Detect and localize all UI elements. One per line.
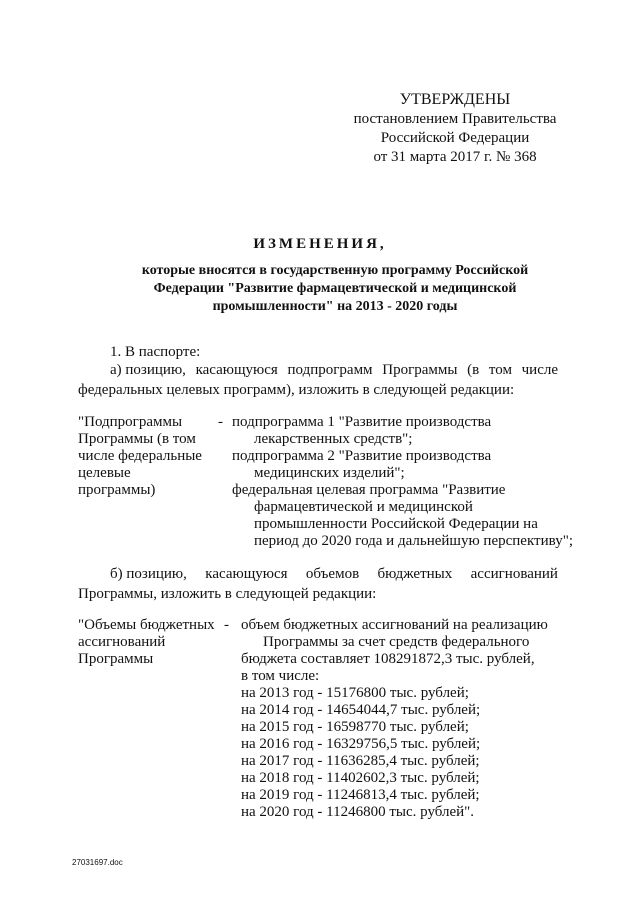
item-a-line-2: федеральных целевых программ), изложить в следующей редакции: <box>78 382 515 398</box>
table-a-left-line: числе федеральные <box>78 448 202 464</box>
approval-title: УТВЕРЖДЕНЫ <box>399 91 511 108</box>
subtitle-line-2: Федерации "Развитие фармацевтической и медицинской <box>153 281 517 296</box>
item-a-word: числе <box>521 362 558 378</box>
approval-line-2: Российской Федерации <box>380 130 530 146</box>
item-a-word: а) позицию, <box>110 362 186 378</box>
item-a-word: Программы <box>382 362 458 378</box>
table-a-left-cell <box>78 414 202 499</box>
item-b-word: б) позицию, <box>110 566 187 582</box>
table-b-dash: - <box>224 617 229 633</box>
table-a-left-line: Программы (в том <box>78 431 196 447</box>
footer-filename: 27031697.doc <box>72 858 123 867</box>
item-b-line-2: Программы, изложить в следующей редакции: <box>78 586 377 602</box>
item-a-word: том <box>488 362 512 378</box>
table-a-right-line: медицинских изделий"; <box>254 465 405 481</box>
approval-line-1: постановлением Правительства <box>353 111 557 127</box>
table-b-right-cell <box>241 617 548 821</box>
table-b-right-line: объем бюджетных ассигнований на реализацию <box>241 617 548 633</box>
table-a-left-line: "Подпрограммы <box>78 414 183 430</box>
item-b-word: касающуюся <box>205 566 288 582</box>
table-b-right-line: на 2013 год - 15176800 тыс. рублей; <box>241 685 469 701</box>
table-b-right-line: Программы за счет средств федерального <box>263 634 530 650</box>
subtitle-line-3: промышленности" на 2013 - 2020 годы <box>212 299 458 314</box>
table-b-left-cell <box>78 617 215 668</box>
approval-line-3: от 31 марта 2017 г. № 368 <box>373 149 537 165</box>
item-a-word: подпрограмм <box>287 362 373 378</box>
item-a-word: (в <box>467 362 480 378</box>
item-a-line-1 <box>110 362 558 379</box>
section-1-heading: 1. В паспорте: <box>110 344 201 360</box>
table-b-left-line: "Объемы бюджетных <box>78 617 215 633</box>
table-b-right-line: на 2015 год - 16598770 тыс. рублей; <box>241 719 469 735</box>
table-b-left-line: ассигнований <box>78 634 166 650</box>
table-b-left-line: Программы <box>78 651 154 667</box>
table-b-right-line: в том числе: <box>241 668 320 684</box>
table-a-left-line: программы) <box>78 482 156 498</box>
item-a-word: касающуюся <box>195 362 278 378</box>
table-b-right-line: на 2014 год - 14654044,7 тыс. рублей; <box>241 702 481 718</box>
table-b-right-line: на 2018 год - 11402602,3 тыс. рублей; <box>241 770 480 786</box>
item-b-line-1 <box>110 566 558 583</box>
table-b-right-line: на 2019 год - 11246813,4 тыс. рублей; <box>241 787 480 803</box>
table-a-right-line: период до 2020 года и дальнейшую перспективу"; <box>254 533 573 549</box>
table-a-right-line: лекарственных средств"; <box>254 431 413 447</box>
table-b-right-line: бюджета составляет 108291872,3 тыс. рублей, <box>241 651 535 667</box>
table-a-dash: - <box>218 414 223 430</box>
table-a-right-line: промышленности Российской Федерации на <box>254 516 538 532</box>
document-title: ИЗМЕНЕНИЯ, <box>253 236 387 252</box>
table-a-right-line: подпрограмма 1 "Развитие производства <box>232 414 492 430</box>
document-subtitle <box>100 262 570 316</box>
item-b-word: ассигнований <box>470 566 558 582</box>
table-a-right-line: подпрограмма 2 "Развитие производства <box>232 448 492 464</box>
item-b-word: объемов <box>305 566 360 582</box>
table-b-right-line: на 2017 год - 11636285,4 тыс. рублей; <box>241 753 480 769</box>
table-a-left-line: целевые <box>78 465 131 481</box>
approval-stamp <box>330 90 580 167</box>
table-a-right-cell <box>232 414 573 550</box>
table-a-right-line: федеральная целевая программа "Развитие <box>232 482 506 498</box>
table-a-right-line: фармацевтической и медицинской <box>254 499 473 515</box>
subtitle-line-1: которые вносятся в государственную программу Российской <box>141 263 529 278</box>
table-b-right-line: на 2016 год - 16329756,5 тыс. рублей; <box>241 736 481 752</box>
item-b-word: бюджетных <box>377 566 453 582</box>
table-b-right-line: на 2020 год - 11246800 тыс. рублей". <box>241 804 475 820</box>
